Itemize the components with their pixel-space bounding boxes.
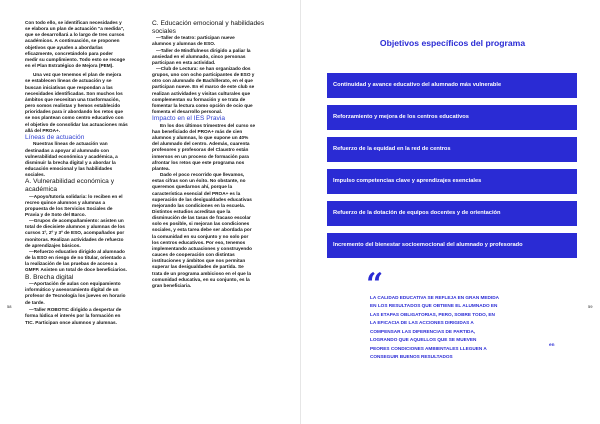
text-line: mejorando las condiciones en la escuela. xyxy=(152,202,246,208)
text-line: destinadas a apoyar al alumnado con xyxy=(25,147,110,153)
page-gutter xyxy=(300,0,301,424)
section-c-item-mindfulness xyxy=(152,48,273,66)
section-a-item-tutoring xyxy=(25,194,143,219)
quote-line: CONSEGUIR BUENOS RESULTADOS xyxy=(370,354,453,360)
text-line: que se desarrollará a lo largo de tres cursos xyxy=(25,32,125,38)
objective-bar: Reforzamiento y mejora de los centros educativos xyxy=(327,105,577,130)
text-line: Dado el poco recorrido que llevamos, xyxy=(160,172,245,178)
text-line: el objetivo de consolidar las actuaciones más xyxy=(25,121,128,127)
text-line: Pravia y de Soto del Barco. xyxy=(25,212,86,217)
objective-bar: Refuerzo de la dotación de equipos docentes y de orientación xyxy=(327,201,577,226)
text-line: allá del PROA+. xyxy=(25,127,61,133)
text-line: eficazmente, concretándolo para poder xyxy=(25,50,114,56)
text-line: la realización de las pruebas de acceso a xyxy=(25,261,118,267)
text-line: superar las desigualdades de partida. Se xyxy=(152,264,244,270)
text-line: en el Plan Estratégico de Mejora (PEM). xyxy=(25,63,114,69)
section-b-heading: B. Brecha digital xyxy=(25,273,74,281)
text-line: cursos 1º, 2º y 3º de ESO, acompañados por xyxy=(25,230,125,236)
text-line: necesidades identificadas. Son muchos los xyxy=(25,90,123,96)
objectives-list xyxy=(327,73,577,265)
text-line: Una vez que tenemos el plan de mejora xyxy=(33,72,122,78)
text-line: buscan iniciativas que respondan a las xyxy=(25,84,113,90)
text-line: se nos plantean como centro educativo con xyxy=(25,115,124,121)
text-line: académicos. A continuación, se proponen xyxy=(25,38,120,44)
text-line: de la ESO en riesgo de no titular, orientado a xyxy=(25,255,126,261)
text-line: En los dos últimos trimestres del curso se xyxy=(160,122,256,128)
text-line: prioridades para ir abordando los retos que xyxy=(25,109,124,115)
text-line: propuesta de los Servicios Sociales de xyxy=(25,205,113,211)
text-line: objetivos que ayuden a abordarlas xyxy=(25,44,103,50)
text-line: ansiedad en el alumnado, cinco personas xyxy=(152,53,246,59)
text-line: otro con alumnado de Bachillerato, en el que xyxy=(152,78,253,84)
section-b-item-robotic xyxy=(25,307,143,325)
quote-line: LA CALIDAD EDUCATIVA SE REFLEJA EN GRAN MEDIDA xyxy=(370,295,499,300)
lines-of-action-heading: Líneas de actuación xyxy=(25,133,85,141)
text-line: los centros educativos. Por eso, tenemos xyxy=(152,239,246,245)
impact-paragraph-1 xyxy=(152,123,273,172)
text-line: —Taller de teatro: participan nueve xyxy=(156,35,235,41)
text-line: total de diecisiete alumnos y alumnas de los xyxy=(25,224,125,230)
text-line: —Taller ROBOTIC dirigido a despertar de xyxy=(29,307,122,313)
text-line: superación de las desigualdades educativas xyxy=(152,196,252,202)
right-page-number: 59 xyxy=(588,304,593,309)
quote-mark-icon: “ xyxy=(366,267,384,302)
text-line: solo es posible, si mejoran las condiciones xyxy=(152,221,250,227)
text-line: educación emocional y las habilidades xyxy=(25,166,113,172)
improvement-plan-paragraph xyxy=(25,72,143,134)
text-line: medir su cumplimiento. Todo esto se recoge xyxy=(25,56,125,62)
section-c-heading: C. Educación emocional y habilidades sociales xyxy=(152,20,265,35)
text-line: cauces de cooperación con distintas xyxy=(152,252,235,258)
left-column-1 xyxy=(25,20,143,326)
text-line: —Grupos de acompañamiento: asisten un xyxy=(29,218,124,224)
text-line: trata de un programa ambicioso en el que la xyxy=(152,270,252,276)
objective-bar: Refuerzo de la equidad en la red de centros xyxy=(327,137,577,162)
section-c-item-theatre xyxy=(152,35,273,47)
text-line: Nuestras líneas de actuación van xyxy=(33,141,108,147)
section-a-item-reinforcement xyxy=(25,249,143,274)
text-line: gran beneficiaria. xyxy=(152,282,192,288)
text-line: realizan actividades y visitas culturales que xyxy=(152,90,251,96)
text-line: profesores y profesoras del Claustro están xyxy=(152,147,249,153)
intro-paragraph xyxy=(25,20,143,69)
text-line: Distintos estudios acreditan que la xyxy=(152,209,231,214)
text-line: fomenta el desarrollo personal. xyxy=(152,109,223,115)
section-c-item-reading-club xyxy=(152,66,273,115)
text-line: monitoras. Realizan actividades de refuerzo xyxy=(25,236,124,242)
text-line: comunidad educativa, en su conjunto, es la xyxy=(152,276,250,282)
text-line: sociales. xyxy=(25,172,45,178)
objectives-title: Objetivos específicos del programa xyxy=(379,38,526,48)
text-line: de tarde. xyxy=(25,299,45,305)
text-line: alumnos y alumnas, lo que supone un 40% xyxy=(152,135,249,141)
text-line: alumnos y alumnas de ESO. xyxy=(152,41,216,47)
text-line: participan nueve. En el marco de este club se xyxy=(152,84,255,90)
impact-heading: Impacto en el IES Pravia xyxy=(152,115,226,123)
text-line: estas cifras son un éxito. No obstante, no xyxy=(152,178,246,184)
impact-paragraph-2 xyxy=(152,172,273,289)
lines-of-action-paragraph xyxy=(25,141,143,178)
text-line: la comunidad en su conjunto y no solo por xyxy=(152,233,249,239)
text-line: disminución de las tasas de fracaso escolar xyxy=(152,215,251,221)
text-line: han beneficiado del PROA+ más de cien xyxy=(152,128,243,134)
section-b-item-classrooms xyxy=(25,281,143,306)
objective-bar: Impulso competencias clave y aprendizajes esenciales xyxy=(327,169,577,194)
text-line: participan en esta actividad. xyxy=(152,59,216,65)
left-column-2 xyxy=(152,20,273,289)
quote-line: LOGRANDO QUE AQUELLOS QUE SE MUEVEN xyxy=(370,337,477,343)
text-line: fomentar la lectura como opción de ocio que xyxy=(152,102,253,108)
text-line: plantea. xyxy=(152,165,170,171)
quote-line: LAS ETAPAS OBLIGATORIAS, PERO, SOBRE TODO, EN xyxy=(370,311,495,317)
quote-line: EN LOS RESULTADOS QUE OBTIENE EL ALUMNADO EN xyxy=(370,303,498,309)
quote-line: COMPENSAR LAS DIFERENCIAS DE PARTIDA, xyxy=(370,328,476,334)
text-line: —Aportación de aulas con equipamiento xyxy=(29,281,121,287)
text-line: Con todo ello, se identifican necesidades y xyxy=(25,20,122,25)
text-line: queremos quedarnos ahí, porque la xyxy=(152,184,233,190)
text-line: profesor de Tecnología los jueves en horario xyxy=(25,293,126,299)
text-line: se establecen líneas de actuación y se xyxy=(25,78,112,84)
objective-bar: Incremento del bienestar socioemocional del alumnado y profesorado xyxy=(327,233,577,258)
text-line: afrontar los retos que este programa nos xyxy=(152,159,245,165)
text-line: —Apoyo/tutoría solidaria: lo reciben en el xyxy=(29,193,123,199)
text-line: instituciones y ámbitos que nos permitan xyxy=(152,258,246,264)
text-line: recreo quince alumnos y alumnas a xyxy=(25,199,106,205)
quote-tail-word: en xyxy=(549,342,555,347)
text-line: informático y asesoramiento digital de un xyxy=(25,287,119,293)
text-line: —Refuerzo educativo dirigido al alumnado xyxy=(29,248,125,254)
text-line: implementando actuaciones y construyendo xyxy=(152,245,253,251)
text-line: característica esencial del PROA+ es la xyxy=(152,190,241,196)
text-line: complementan su formación y se trata de xyxy=(152,96,246,102)
text-line: —Club de Lectura: se han organizado dos xyxy=(156,65,251,71)
quote-line: LA EFICACIA DE LAS ACCIONES DIRIGIDAS A xyxy=(370,320,474,326)
text-line: ámbitos que necesitan una trasformación, xyxy=(25,96,120,102)
section-a-item-groups xyxy=(25,218,143,249)
text-line: sociales, y esta tarea debe ser abordada por xyxy=(152,227,252,233)
text-line: del alumnado del centro. Además, cuarenta xyxy=(152,141,250,147)
text-line: —Taller de Mindfulness dirigido a paliar la xyxy=(156,47,251,53)
objective-bar: Continuidad y avance educativo del alumnado más vulnerable xyxy=(327,73,577,98)
text-line: GMFP. Asisten un total de doce beneficiarios. xyxy=(25,267,127,273)
section-a-heading: A. Vulnerabilidad económica y académica xyxy=(25,178,115,193)
left-page-number: 58 xyxy=(7,304,12,309)
pull-quote xyxy=(370,294,520,362)
text-line: inmersos en un proceso de formación para xyxy=(152,153,249,159)
quote-line: PEORES CONDICIONES AMBIENTALES LLEGUEN A xyxy=(370,345,487,351)
text-line: grupos, uno con ocho participantes de ESO y xyxy=(152,72,255,78)
text-line: se elabora un plan de actuación "a medida", xyxy=(25,26,125,32)
text-line: forma lúdica el interés por la formación en xyxy=(25,313,121,319)
text-line: pero somos realistas y hemos establecido xyxy=(25,103,121,109)
text-line: TIC. Participan once alumnos y alumnas. xyxy=(25,319,117,325)
text-line: de aprendizajes básicos. xyxy=(25,242,81,248)
text-line: disminuir la brecha digital y a abordar la xyxy=(25,159,116,165)
text-line: vulnerabilidad económica y académica, a xyxy=(25,153,118,159)
